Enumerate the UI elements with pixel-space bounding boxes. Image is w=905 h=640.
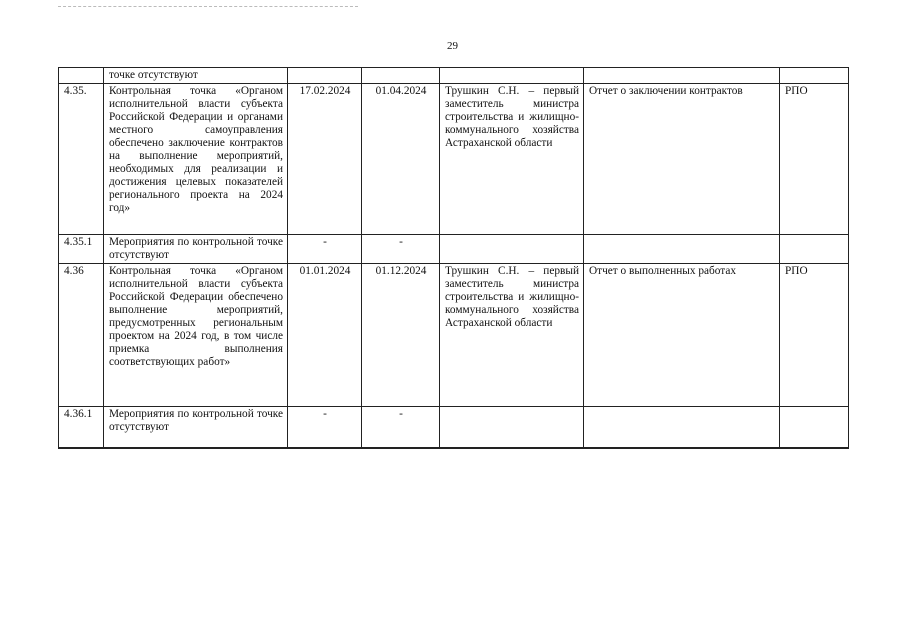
- row-title: точке отсутствуют: [104, 68, 288, 84]
- row-end-date: -: [362, 235, 440, 264]
- row-title: Контрольная точка «Органом исполнительной власти субъекта Российской Федерации и органами местного самоуправления обеспечено заключение контрактов на выполнение мероприятий, необходимых для реализации и достижения целевых показателей регионального проекта на 2024 год»: [104, 84, 288, 235]
- row-end-date: [362, 68, 440, 84]
- row-level: РПО: [780, 264, 849, 407]
- table-row: [59, 407, 849, 449]
- row-number: 4.36.1: [59, 407, 104, 449]
- row-start-date: [288, 68, 362, 84]
- row-document: [584, 235, 780, 264]
- row-number: [59, 68, 104, 84]
- control-points-table: [58, 67, 849, 449]
- row-level: РПО: [780, 84, 849, 235]
- table-row: [59, 235, 849, 264]
- row-document: Отчет о заключении контрактов: [584, 84, 780, 235]
- row-number: 4.35.: [59, 84, 104, 235]
- table-row: [59, 264, 849, 407]
- row-document: Отчет о выполненных работах: [584, 264, 780, 407]
- row-responsible: [440, 235, 584, 264]
- row-document: [584, 407, 780, 449]
- page-number: 29: [447, 40, 458, 52]
- row-start-date: -: [288, 407, 362, 449]
- table-row: [59, 68, 849, 84]
- row-end-date: -: [362, 407, 440, 449]
- row-start-date: 17.02.2024: [288, 84, 362, 235]
- row-level: [780, 407, 849, 449]
- row-responsible: [440, 68, 584, 84]
- row-responsible: [440, 407, 584, 449]
- row-responsible: Трушкин С.Н. – первый заместитель министра строительства и жилищно-коммунального хозяйства Астраханской области: [440, 264, 584, 407]
- row-title: Мероприятия по контрольной точке отсутствуют: [104, 407, 288, 449]
- row-start-date: 01.01.2024: [288, 264, 362, 407]
- table-row: [59, 84, 849, 235]
- row-end-date: 01.12.2024: [362, 264, 440, 407]
- row-document: [584, 68, 780, 84]
- row-number: 4.35.1: [59, 235, 104, 264]
- row-title: Мероприятия по контрольной точке отсутствуют: [104, 235, 288, 264]
- row-end-date: 01.04.2024: [362, 84, 440, 235]
- row-number: 4.36: [59, 264, 104, 407]
- row-title: Контрольная точка «Органом исполнительной власти субъекта Российской Федерации обеспечено выполнение мероприятий, предусмотренных региональным проектом на 2024 год, в том числе приемка выполнения соответствующих работ»: [104, 264, 288, 407]
- row-level: [780, 68, 849, 84]
- row-start-date: -: [288, 235, 362, 264]
- scan-artifact-line: [58, 6, 358, 8]
- row-responsible: Трушкин С.Н. – первый заместитель министра строительства и жилищно-коммунального хозяйства Астраханской области: [440, 84, 584, 235]
- row-level: [780, 235, 849, 264]
